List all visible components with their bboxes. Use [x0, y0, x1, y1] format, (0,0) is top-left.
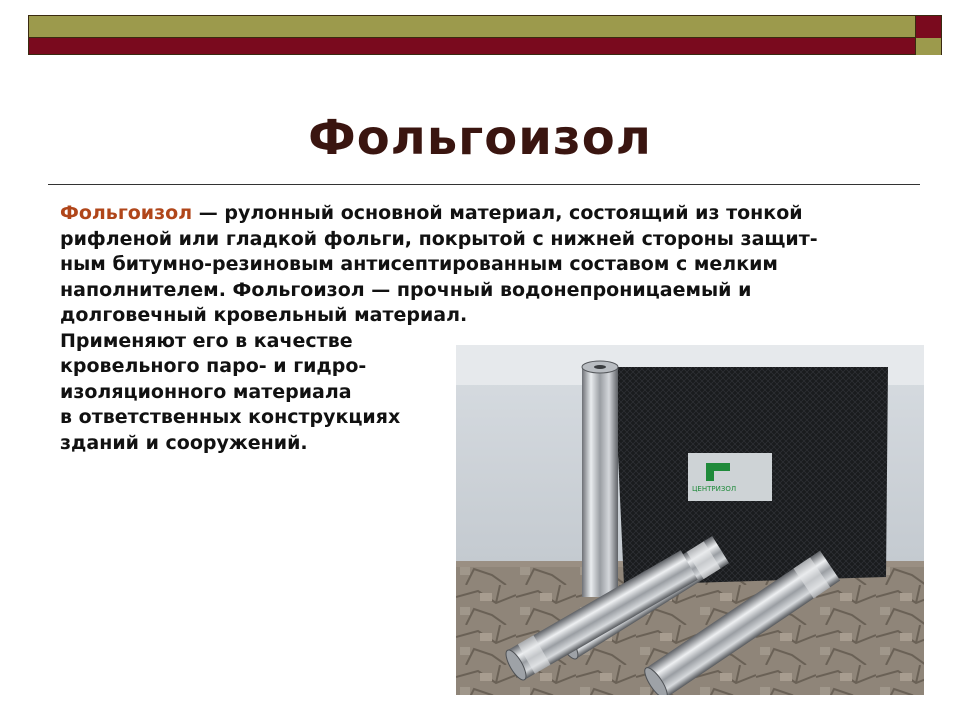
body-line-1-text: — рулонный основной материал, состоящий из тонкой	[192, 202, 803, 224]
photo-brand-label: ЦЕНТРИЗОЛ	[692, 485, 737, 493]
body-line-6: Применяют его в качестве	[60, 329, 353, 352]
body-line-2: рифленой или гладкой фольги, покрытой с нижней стороны защит-	[60, 227, 818, 250]
top-decor-maroon-square	[915, 16, 941, 38]
slide-title: Фольгоизол	[308, 110, 652, 166]
body-line-1	[60, 201, 910, 227]
body-line-9: в ответственных конструкциях	[60, 406, 401, 428]
body-line-8: изоляционного материала	[60, 380, 352, 403]
product-photo	[456, 345, 924, 695]
term-highlight: Фольгоизол	[60, 202, 193, 224]
top-decor-olive-stripe	[29, 16, 915, 38]
body-line-3: ным битумно-резиновым антисептированным составом с мелким	[60, 253, 778, 275]
body-line-5: долговечный кровельный материал.	[60, 304, 468, 326]
body-line-7: кровельного паро- и гидро-	[60, 355, 367, 377]
body-line-10: зданий и сооружений.	[60, 431, 308, 454]
top-decor-olive-square	[915, 38, 941, 55]
body-line-4: наполнителем. Фольгоизол — прочный водонепроницаемый и	[60, 278, 752, 301]
title-divider	[48, 184, 920, 185]
top-decor-bar	[28, 15, 942, 55]
